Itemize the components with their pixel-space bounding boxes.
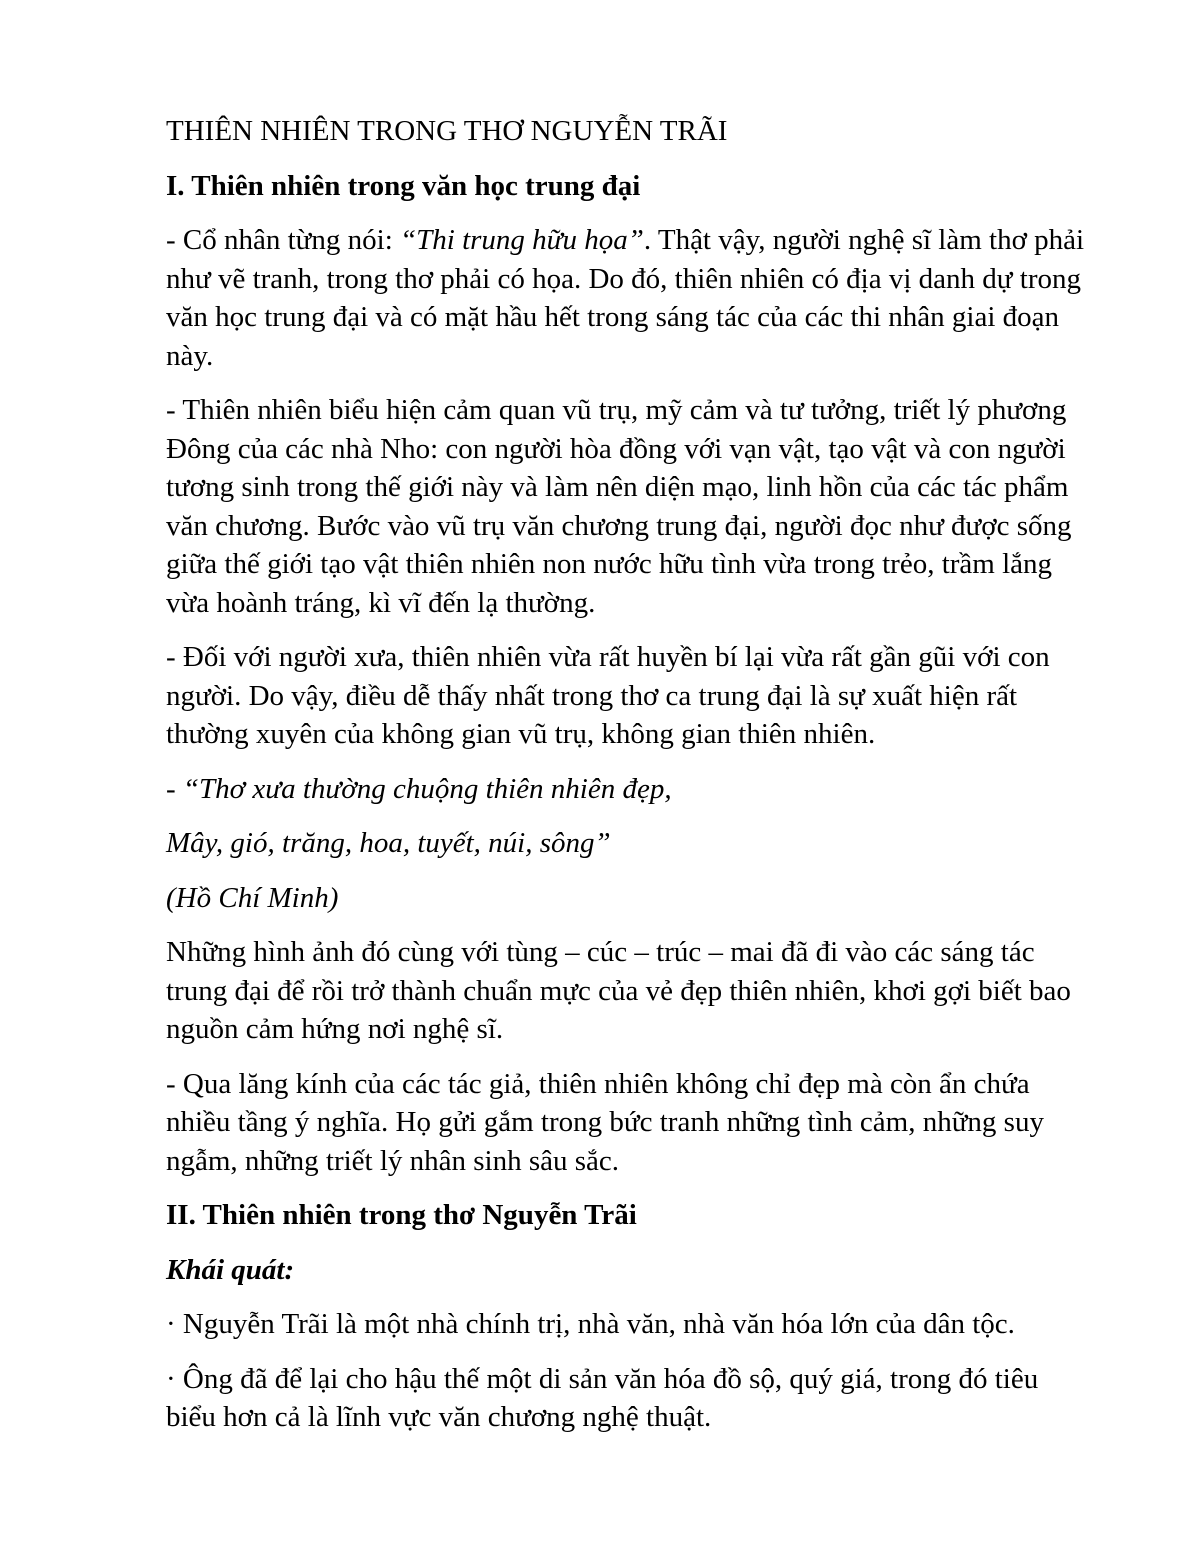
paragraph-ancients: - Đối với người xưa, thiên nhiên vừa rất huyền bí lại vừa rất gần gũi với con người. Do vậy, điều dễ thấy nhất trong thơ ca trung đại là sự xuất hiện rất thường xuyên của không gian vũ trụ, không gian thiên nhiên. (166, 641, 1050, 750)
poem-line-1-text: “Thơ xưa thường chuộng thiên nhiên đẹp, (182, 772, 672, 805)
subheading-overview: Khái quát: (166, 1253, 295, 1286)
paragraph-philosophy: - Thiên nhiên biểu hiện cảm quan vũ trụ, mỹ cảm và tư tưởng, triết lý phương Đông của các nhà Nho: con người hòa đồng với vạn vật, tạo vật và con người tương sinh trong thế giới này và làm nên diện mạo, linh hồn của các tác phẩm văn chương. Bước vào vũ trụ văn chương trung đại, người đọc như được sống giữa thế giới tạo vật thiên nhiên non nước hữu tình vừa trong trẻo, trầm lắng vừa hoành tráng, kì vĩ đến lạ thường. (166, 394, 1072, 619)
paragraph-intro-lead: - Cổ nhân từng nói: (166, 224, 401, 256)
section-heading-1: I. Thiên nhiên trong văn học trung đại (166, 169, 641, 202)
paragraph-intro-rest: . Thật vậy, người nghệ sĩ làm thơ phải như vẽ tranh, trong thơ phải có họa. Do đó, thiên nhiên có địa vị danh dự trong văn học trung đại và có mặt hầu hết trong sáng tác của các thi nhân giai đoạn này. (166, 224, 1085, 372)
document-page (166, 112, 1091, 1453)
paragraph-lens: - Qua lăng kính của các tác giả, thiên nhiên không chỉ đẹp mà còn ẩn chứa nhiều tầng ý nghĩa. Họ gửi gắm trong bức tranh những tình cảm, những suy ngẫm, những triết lý nhân sinh sâu sắc. (166, 1067, 1044, 1177)
quote-thi-trung-huu-hoa: “Thi trung hữu họa” (400, 224, 644, 256)
poem-line-1 (166, 770, 1091, 809)
section-heading-2: II. Thiên nhiên trong thơ Nguyễn Trãi (166, 1199, 637, 1231)
paragraph-intro (166, 221, 1091, 375)
paragraph-images: Những hình ảnh đó cùng với tùng – cúc – trúc – mai đã đi vào các sáng tác trung đại để rồi trở thành chuẩn mực của vẻ đẹp thiên nhiên, khơi gợi biết bao nguồn cảm hứng nơi nghệ sĩ. (166, 936, 1071, 1045)
bullet-item-1: · Nguyễn Trãi là một nhà chính trị, nhà văn, nhà văn hóa lớn của dân tộc. (166, 1308, 1015, 1340)
bullet-item-2: · Ông đã để lại cho hậu thế một di sản văn hóa đồ sộ, quý giá, trong đó tiêu biểu hơn cả là lĩnh vực văn chương nghệ thuật. (166, 1362, 1039, 1433)
document-title: THIÊN NHIÊN TRONG THƠ NGUYỄN TRÃI (166, 115, 728, 147)
poem-dash: - (166, 772, 183, 805)
poem-author: (Hồ Chí Minh) (166, 881, 339, 914)
poem-line-2: Mây, gió, trăng, hoa, tuyết, núi, sông” (166, 827, 611, 859)
